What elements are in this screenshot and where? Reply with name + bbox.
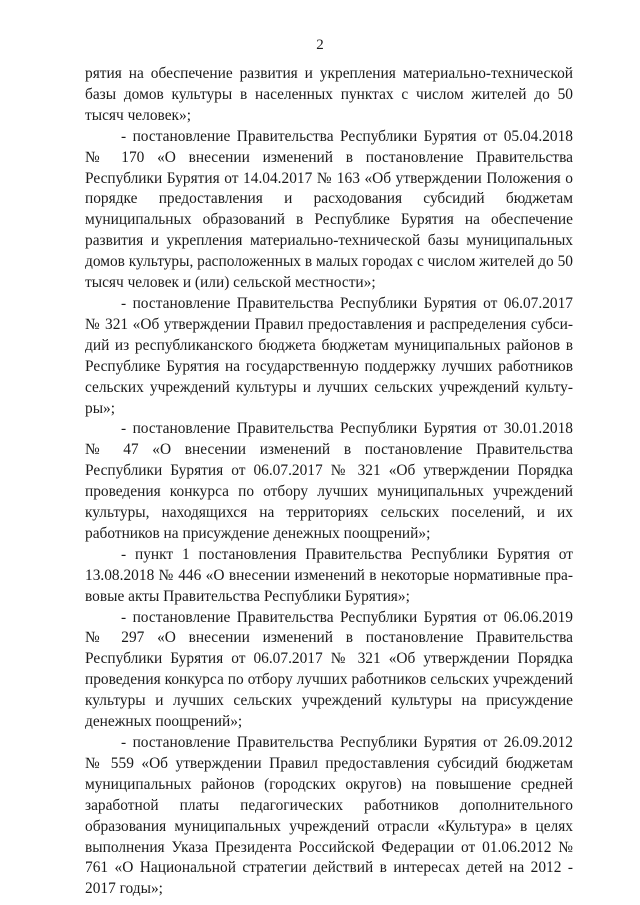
list-item: - пункт 1 постановления Правительства Республики Бурятия от 13.08.2018 № 446 «О внесении изменений в некоторые нормативные правовые акты Правительства Республики Бурятия»;	[85, 545, 573, 605]
document-body	[85, 64, 573, 900]
list-item: - постановление Правительства Республики Бурятия от 06.06.2019 № 297 «О внесении изменений в постановление Правительства Республики Бурятия от 06.07.2017 № 321 «Об утверждении Порядка проведения конкурса по отбору лучших работников сельских учреждений культуры и лучших сельских учреждений культуры на присуждение денежных поощрений»;	[85, 608, 573, 731]
list-item: - постановление Правительства Республики Бурятия от 30.01.2018 № 47 «О внесении изменений в постановление Правительства Республики Бурятия от 06.07.2017 № 321 «Об утверждении Порядка проведения конкурса по отбору лучших муниципальных учреждений культуры, находящихся на территориях сельских поселений, и их работников на присуждение денежных поощрений»;	[85, 420, 573, 542]
list-item: - постановление Правительства Республики Бурятия от 06.07.2017 № 321 «Об утверждении Правил предоставления и распределения субсидий из республиканского бюджета бюджетам муниципальных районов в Республике Бурятия на государственную поддержку лучших работников сельских учреждений культуры и лучших сельских учреждений культуры»;	[85, 294, 573, 417]
list-item: - постановление Правительства Республики Бурятия от 05.04.2018 № 170 «О внесении изменений в постановление Правительства Республики Бурятия от 14.04.2017 № 163 «Об утверждении Положения о порядке предоставления и расходования субсидий бюджетам муниципальных образований в Республике Бурятия на обеспечение развития и укрепления материально-технической базы муниципальных домов культуры, расположенных в малых городах с числом жителей до 50 тысяч человек и (или) сельской местности»;	[85, 127, 573, 292]
paragraph-continuation: рятия на обеспечение развития и укрепления материально-технической базы домов культуры в населенных пунктах с числом жителей до 50 тысяч человек»;	[85, 65, 573, 124]
list-item: - постановление Правительства Республики Бурятия от 26.09.2012 № 559 «Об утверждении Правил предоставления субсидий бюджетам муниципальных районов (городских округов) на повышение средней заработной платы педагогических работников дополнительного образования муниципальных учреждений отрасли «Культура» в целях выполнения Указа Президента Российской Федерации от 01.06.2012 № 761 «О Национальной стратегии действий в интересах детей на 2012 - 2017 годы»;	[85, 734, 573, 898]
page-number: 2	[316, 37, 324, 53]
